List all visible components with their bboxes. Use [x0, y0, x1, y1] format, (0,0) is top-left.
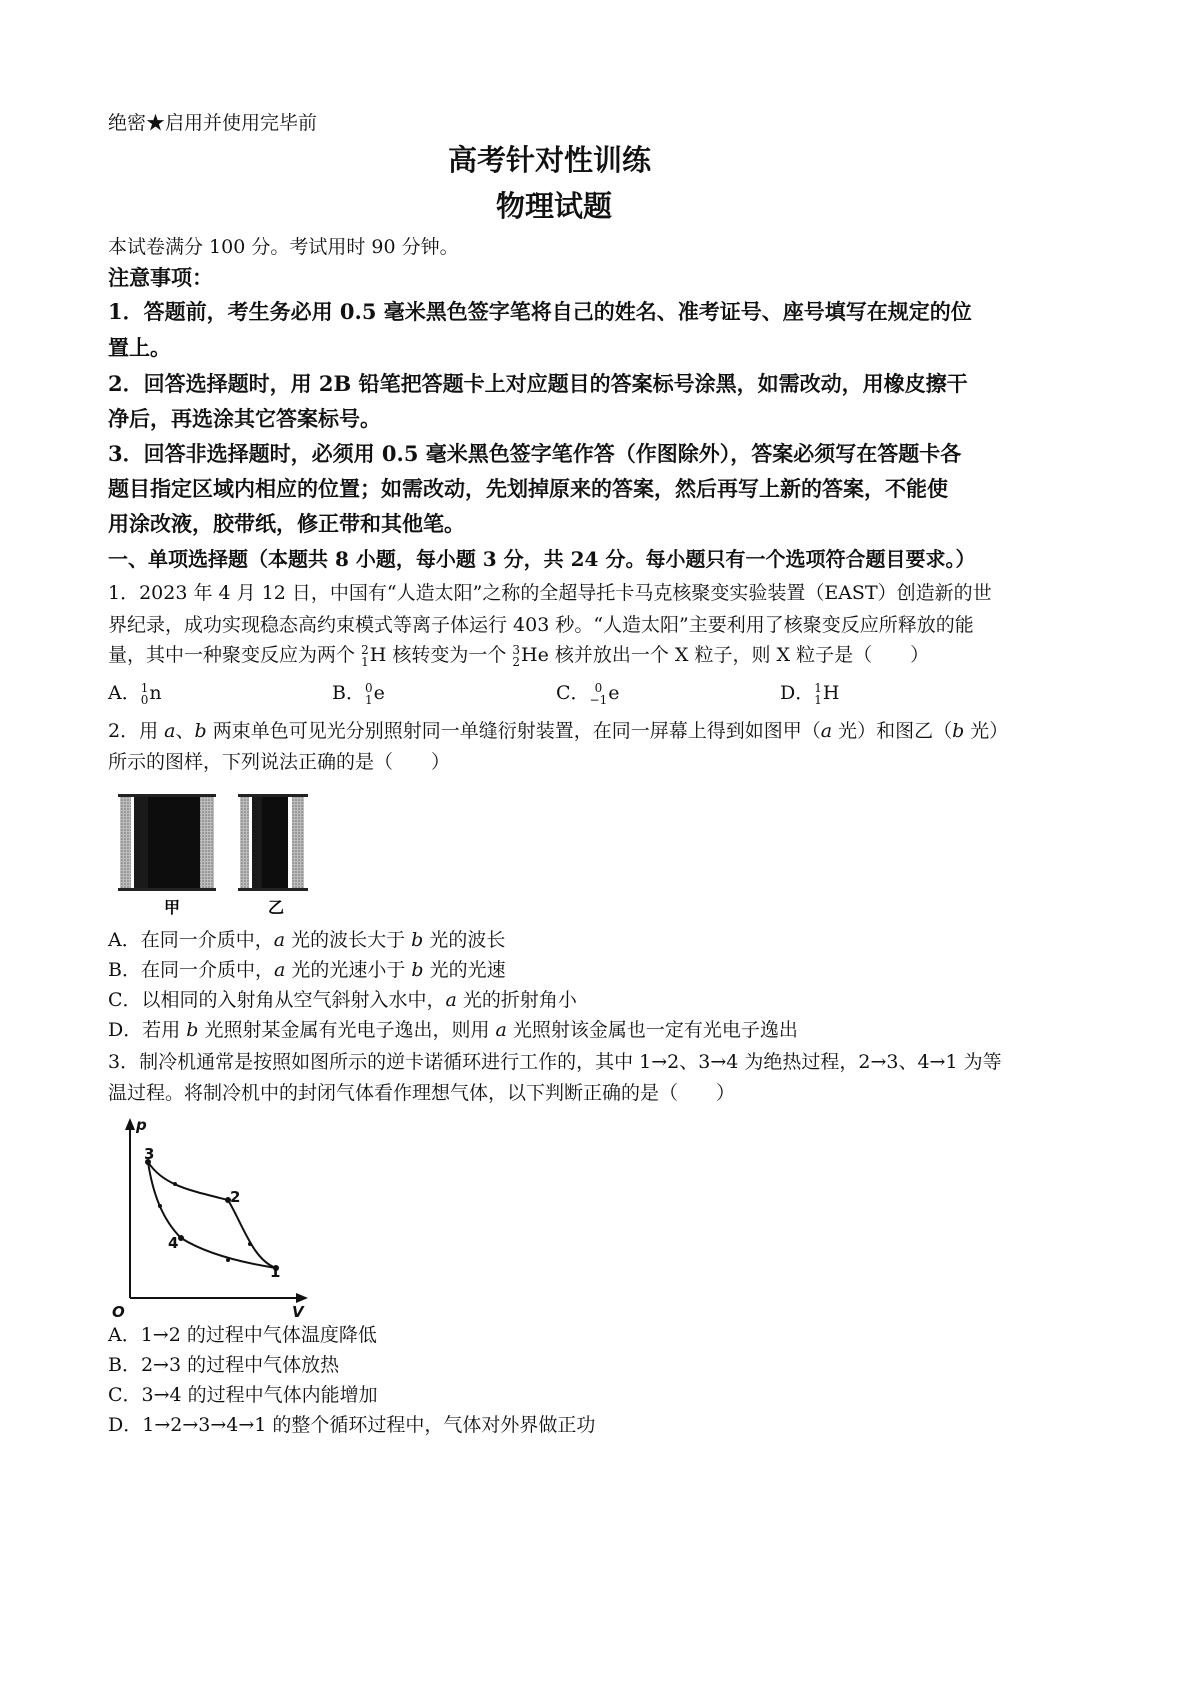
text: 光）和图乙（ [832, 720, 953, 742]
var-b: b [411, 959, 424, 981]
text: 光照射该金属也一定有光电子逸出 [506, 1019, 798, 1041]
q1-option-d[interactable] [780, 678, 839, 706]
atomic-number: 1 [361, 655, 369, 669]
curve-2-1 [228, 1200, 276, 1268]
point-label-3: 3 [144, 1145, 155, 1163]
atomic-number: 1 [814, 693, 822, 707]
notice-item-2: 2．回答选择题时，用 2B 铅笔把答题卡上对应题目的答案标号涂黑，如需改动，用橡皮擦干 [108, 371, 968, 396]
var-b: b [194, 720, 207, 742]
text: 光的波长大于 [285, 929, 412, 951]
q1-text-c: 核并放出一个 X 粒子，则 X 粒子是（ ） [548, 644, 930, 666]
q1-text-b: 核转变为一个 [386, 644, 507, 666]
var-a: a [445, 989, 457, 1011]
helium-nuclide [512, 644, 520, 668]
q2-option-c[interactable] [108, 985, 577, 1012]
text: 光的光速 [423, 959, 506, 981]
section-heading: 一、单项选择题（本题共 8 小题，每小题 3 分，共 24 分。每小题只有一个选项符合题目要求。） [108, 547, 976, 571]
notice-item-3: 3．回答非选择题时，必须用 0.5 毫米黑色签字笔作答（作图除外），答案必须写在答题卡各 [108, 441, 962, 466]
q2-option-b[interactable] [108, 955, 506, 982]
mass-number: 0 [364, 681, 373, 695]
q1-option-c[interactable] [556, 678, 620, 706]
secret-label: 绝密★启用并使用完毕前 [108, 112, 318, 134]
p-axis-arrow-icon [125, 1118, 135, 1130]
pattern-jia [118, 794, 216, 891]
mass-number: 0 [594, 681, 603, 695]
pattern-yi [238, 794, 310, 891]
text: 光的光速小于 [285, 959, 412, 981]
q3-line-1: 3．制冷机通常是按照如图所示的逆卡诺循环进行工作的，其中 1→2、3→4 为绝热过程，2→3、4→1 为等 [108, 1051, 1002, 1073]
curve-dot [158, 1204, 162, 1208]
text: 光的波长 [423, 929, 506, 951]
point-label-4: 4 [168, 1234, 179, 1252]
curve-dot [248, 1242, 252, 1246]
text: D．若用 [108, 1019, 187, 1041]
axis-label-p: p [136, 1116, 147, 1134]
nuclide-symbol: n [149, 682, 162, 704]
axis-label-v: V [292, 1303, 304, 1320]
diffraction-figure [112, 784, 322, 919]
curve-4-1 [181, 1238, 276, 1268]
text: C．以相同的入射角从空气斜射入水中， [108, 989, 446, 1011]
atomic-number: −1 [589, 693, 608, 707]
notice-item-1-cont: 置上。 [108, 335, 171, 360]
text: 光的折射角小 [456, 989, 577, 1011]
q3-option-a[interactable]: A．1→2 的过程中气体温度降低 [108, 1324, 377, 1346]
curve-dot [226, 1258, 230, 1262]
nuclide [365, 682, 373, 706]
nuclide-symbol: H [369, 644, 387, 666]
atomic-number: 1 [364, 693, 373, 707]
q1-option-a[interactable] [108, 678, 162, 706]
exam-subject: 物理试题 [496, 189, 613, 223]
exam-meta: 本试卷满分 100 分。考试用时 90 分钟。 [108, 236, 459, 258]
text: 光） [964, 720, 1009, 742]
curve-3-2 [148, 1162, 228, 1200]
nuclide-symbol: e [608, 682, 620, 704]
point-label-2: 2 [230, 1188, 241, 1206]
nuclide [814, 682, 822, 706]
state-point-4 [178, 1235, 184, 1241]
var-b: b [186, 1019, 199, 1041]
pv-diagram [108, 1110, 318, 1320]
nuclide-symbol: H [822, 682, 840, 704]
text: A．在同一介质中， [108, 929, 274, 951]
q2-line-2: 所示的图样，下列说法正确的是（ ） [108, 751, 451, 773]
nuclide-symbol: e [373, 682, 385, 704]
notice-item-1: 1．答题前，考生务必用 0.5 毫米黑色签字笔将自己的姓名、准考证号、座号填写在规定的位 [108, 299, 972, 324]
option-label: A． [108, 682, 141, 704]
atomic-number: 0 [140, 693, 149, 707]
q1-line-1: 1．2023 年 4 月 12 日，中国有“人造太阳”之称的全超导托卡马克核聚变实验装置（EAST）创造新的世 [108, 582, 992, 604]
q3-option-d[interactable]: D．1→2→3→4→1 的整个循环过程中，气体对外界做正功 [108, 1414, 596, 1436]
var-b: b [411, 929, 424, 951]
text: 2．用 [108, 720, 165, 742]
var-a: a [495, 1019, 507, 1041]
q2-option-d[interactable] [108, 1015, 798, 1042]
text: B．在同一介质中， [108, 959, 274, 981]
fig-label-jia: 甲 [164, 898, 181, 917]
atomic-number: 2 [512, 655, 521, 669]
var-a: a [820, 720, 833, 742]
fig-label-yi: 乙 [268, 898, 285, 917]
var-b: b [952, 720, 965, 742]
q3-option-c[interactable]: C．3→4 的过程中气体内能增加 [108, 1384, 378, 1406]
text: 光照射某金属有光电子逸出，则用 [198, 1019, 496, 1041]
curve-dot [173, 1182, 177, 1186]
q3-line-2: 温过程。将制冷机中的封闭气体看作理想气体，以下判断正确的是（ ） [108, 1082, 736, 1104]
notice-item-2-cont: 净后，再选涂其它答案标号。 [108, 406, 381, 431]
q2-option-a[interactable] [108, 925, 505, 952]
var-a: a [164, 720, 176, 742]
notice-heading: 注意事项： [108, 265, 213, 290]
q1-text-a: 量，其中一种聚变反应为两个 [108, 644, 356, 666]
origin-label: O [112, 1303, 125, 1320]
notice-item-3-cont2: 用涂改液，胶带纸，修正带和其他笔。 [108, 511, 465, 536]
q3-option-b[interactable]: B．2→3 的过程中气体放热 [108, 1354, 340, 1376]
var-a: a [273, 959, 286, 981]
var-a: a [273, 929, 286, 951]
mass-number: 2 [361, 643, 369, 657]
q1-line-2: 界纪录，成功实现稳态高约束模式等离子体运行 403 秒。“人造太阳”主要利用了核聚变反应所释放的能 [108, 614, 974, 636]
option-label: D． [780, 682, 815, 704]
nuclide-symbol: He [521, 644, 549, 666]
nuclide [141, 682, 149, 706]
deuterium-nuclide [361, 644, 369, 668]
nuclide [590, 682, 608, 706]
notice-item-3-cont: 题目指定区域内相应的位置；如需改动，先划掉原来的答案，然后再写上新的答案，不能使 [108, 476, 948, 501]
q1-option-b[interactable] [332, 678, 385, 706]
curve-3-4 [148, 1162, 181, 1238]
mass-number: 1 [140, 681, 149, 695]
mass-number: 1 [814, 681, 822, 695]
q2-line-1 [108, 716, 1008, 743]
point-label-1: 1 [270, 1263, 281, 1281]
mass-number: 3 [512, 643, 521, 657]
exam-title: 高考针对性训练 [448, 143, 652, 177]
text: 、 [175, 720, 195, 742]
text: 两束单色可见光分别照射同一单缝衍射装置，在同一屏幕上得到如图甲（ [206, 720, 821, 742]
v-axis-arrow-icon [296, 1293, 308, 1303]
q1-line-3 [108, 640, 929, 668]
option-label: C． [556, 682, 590, 704]
option-label: B． [332, 682, 365, 704]
